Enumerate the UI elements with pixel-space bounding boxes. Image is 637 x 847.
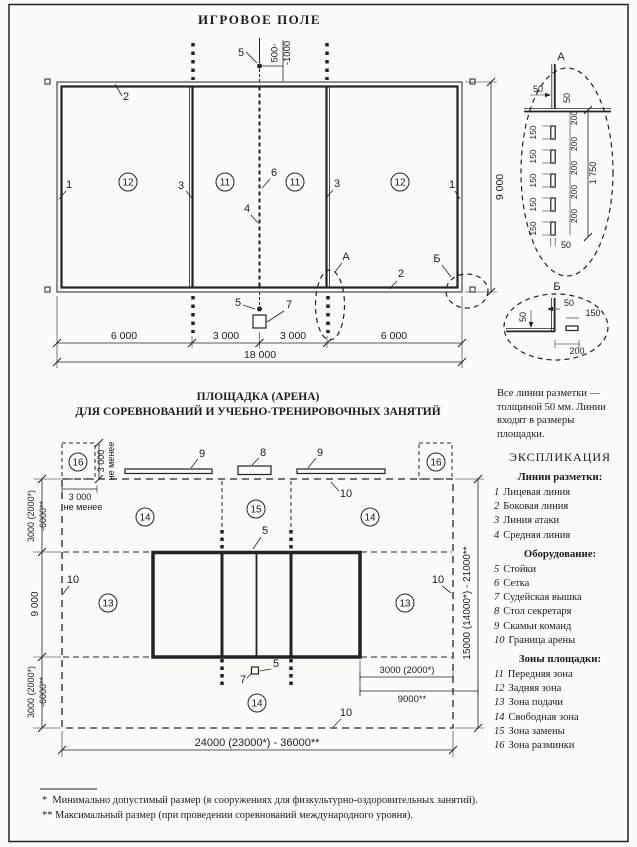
legend-item: 11 Передняя зона: [494, 669, 573, 681]
detail-a: [521, 51, 613, 276]
label-referee-tower-arena: 7: [239, 674, 247, 686]
detail-a-title: А: [557, 51, 565, 63]
legend-heading-zones: Зоны площадки:: [518, 653, 602, 666]
detail-a-dash-len: 150: [528, 173, 538, 188]
label-end-line-left: 1: [65, 179, 73, 191]
secretary-table: [238, 466, 271, 475]
explication: [494, 450, 626, 753]
playing-field: [45, 38, 506, 368]
legend-item: 8 Стол секретаря: [494, 606, 572, 618]
svg-text:13: 13: [399, 598, 411, 610]
detail-a-marker: [316, 270, 345, 340]
legend-item: 4 Средняя линия: [494, 529, 571, 541]
arena-title-line2: ДЛЯ СОРЕВНОВАНИЙ И УЧЕБНО-ТРЕНИРОВОЧНЫХ ЗАНЯТИЙ: [75, 405, 441, 418]
dim-freezone-top: 3000 (2000*): [26, 489, 36, 543]
dim-court-height: 9 000: [30, 591, 41, 617]
label-referee-tower: 7: [285, 299, 293, 311]
svg-text:16: 16: [72, 457, 84, 469]
label-secretary-table: 8: [259, 447, 267, 459]
zone-16-left: [69, 453, 87, 471]
legend-item: 3 Линия атаки: [494, 515, 560, 527]
legend-item: 5 Стойки: [494, 563, 537, 575]
explication-title: ЭКСПЛИКАЦИЯ: [508, 450, 612, 464]
detail-b-ref-label: Б: [433, 253, 441, 265]
label-side-line-bottom: 2: [397, 268, 405, 280]
dim-9000-field: 9 000: [494, 173, 506, 201]
detail-b-gap: 200: [569, 346, 585, 356]
zone-12-left: [119, 173, 137, 191]
footnote-max-size: ** Максимальный размер (при проведении соревнований международного уровня).: [42, 810, 413, 822]
svg-text:14: 14: [364, 512, 376, 524]
legend-item: 2 Боковая линия: [494, 501, 569, 513]
dim-service-zone-max: 9000**: [397, 694, 427, 705]
label-side-line-top: 2: [122, 91, 130, 103]
detail-a-dash-len: 150: [528, 149, 538, 164]
svg-text:12: 12: [122, 177, 134, 189]
svg-text:11: 11: [219, 177, 231, 189]
detail-a-gap: 200: [569, 208, 579, 224]
marking-note: Все линии разметки — толщиной 50 мм. Линии входят в размеры площадки.: [497, 388, 606, 440]
detail-a-gap: 200: [569, 136, 579, 152]
detail-a-gap: 200: [569, 184, 579, 200]
dim-6000-right: 6 000: [380, 330, 408, 342]
detail-a-dash-len: 150: [528, 125, 538, 140]
label-arena-border-top: 10: [339, 488, 353, 500]
detail-a-gap: 200: [569, 110, 579, 126]
dim-min-vert-note: не менее: [106, 441, 116, 481]
svg-text:14: 14: [139, 512, 151, 524]
legend-heading-equipment: Оборудование:: [523, 547, 597, 560]
arena: [26, 439, 484, 757]
detail-a-ref-label: А: [342, 251, 350, 263]
legend-heading-lines: Линии разметки:: [517, 471, 603, 483]
legend-item: 13 Зона подачи: [494, 697, 563, 709]
svg-text:15: 15: [250, 504, 262, 516]
dim-min-horiz-note: не менее: [63, 502, 103, 512]
dim-freezone-top-max: -6000**: [38, 500, 48, 532]
dim-min-vert: 3 000: [96, 449, 106, 473]
label-arena-border-right: 10: [431, 574, 445, 586]
label-bench-left: 9: [198, 448, 206, 460]
detail-a-dash-len: 150: [528, 221, 538, 236]
svg-text:13: 13: [102, 598, 114, 610]
team-bench-right: [297, 469, 385, 474]
label-attack-line-left: 3: [177, 180, 185, 192]
svg-text:14: 14: [251, 698, 263, 710]
zone-14-top-left: [136, 508, 154, 526]
detail-a-gap: 200: [569, 160, 579, 176]
detail-a-dash-len: 150: [528, 197, 538, 212]
svg-text:12: 12: [394, 177, 406, 189]
label-post-top: 5: [261, 525, 269, 537]
zone-16-right: [427, 453, 445, 471]
legend-item: 14 Свободная зона: [494, 711, 579, 723]
dim-freezone-bottom: 3000 (2000*): [26, 665, 36, 719]
footnote-min-size: * Минимально допустимый размер (в сооружениях для физкультурно-оздоровительных занятий).: [42, 795, 478, 806]
dim-min-horiz: 3 000: [68, 492, 92, 502]
zone-12-right: [391, 173, 409, 191]
legend-item: 15 Зона замены: [494, 725, 565, 737]
dim-service-zone: 3000 (2000*): [379, 665, 435, 676]
label-end-line-right: 1: [448, 179, 456, 191]
detail-a-line-width: 50: [532, 84, 544, 94]
dim-total-width: 24000 (23000*) - 36000**: [194, 737, 320, 749]
dim-3000-left: 3 000: [212, 330, 240, 342]
legend-item: 9 Скамьи команд: [494, 620, 572, 632]
zone-11-left: [216, 173, 234, 191]
detail-b-line-width-2: 50: [518, 311, 528, 323]
zone-14-top-right: [361, 508, 379, 526]
legend-item: 1 Лицевая линия: [494, 487, 571, 498]
label-centre-line: 4: [243, 203, 251, 215]
dim-6000-left: 6 000: [110, 330, 138, 342]
referee-tower-symbol: [253, 315, 266, 328]
dim-post-offset-min: 500-: [269, 43, 281, 63]
label-arena-border-left: 10: [66, 574, 80, 586]
zone-13-left: [99, 594, 117, 612]
label-net: 6: [270, 167, 278, 179]
arena-title: [40, 390, 476, 420]
svg-text:11: 11: [289, 177, 301, 189]
detail-b-dash: [566, 326, 578, 331]
detail-a-total: 1 750: [588, 161, 598, 185]
dim-18000-total: 18 000: [243, 349, 277, 361]
legend-item: 7 Судейская вышка: [494, 592, 582, 604]
svg-text:16: 16: [430, 457, 442, 469]
legend-item: 6 Сетка: [494, 578, 530, 590]
detail-b-dash-len: 150: [585, 308, 601, 318]
arena-title-line1: ПЛОЩАДКА (АРЕНА): [196, 391, 320, 403]
referee-tower-symbol-arena: [252, 667, 259, 674]
dim-total-height: 15000 (14000*) - 21000**: [462, 546, 473, 660]
zone-11-right: [286, 173, 304, 191]
label-posts-bottom: 5: [234, 297, 242, 309]
detail-a-dash-width: 50: [560, 240, 572, 250]
label-post-bottom: 5: [272, 658, 280, 670]
team-bench-left: [125, 469, 212, 474]
detail-b-marker: [446, 274, 488, 308]
dim-post-offset-max: -1000: [282, 40, 293, 66]
legend-item: 10 Граница арены: [494, 634, 576, 646]
zone-13-right: [396, 594, 414, 612]
field-title: ИГРОВОЕ ПОЛЕ: [198, 12, 321, 27]
footnotes: [42, 793, 607, 823]
detail-b-line-width: 50: [563, 298, 575, 308]
dim-freezone-bottom-max: -6000**: [38, 676, 48, 708]
label-attack-line-right: 3: [333, 178, 341, 190]
dim-3000-right: 3 000: [279, 330, 307, 342]
detail-b: [504, 281, 608, 360]
detail-b-title: Б: [553, 281, 561, 293]
zone-15-top: [247, 500, 265, 518]
legend-item: 16 Зона разминки: [494, 740, 575, 752]
label-posts-top: 5: [237, 47, 245, 59]
zone-14-bottom: [248, 694, 266, 712]
detail-a-line-width-2: 50: [562, 92, 572, 104]
label-bench-right: 9: [316, 447, 324, 459]
legend-item: 12 Задняя зона: [494, 683, 562, 695]
label-arena-border-bottom: 10: [339, 707, 353, 719]
